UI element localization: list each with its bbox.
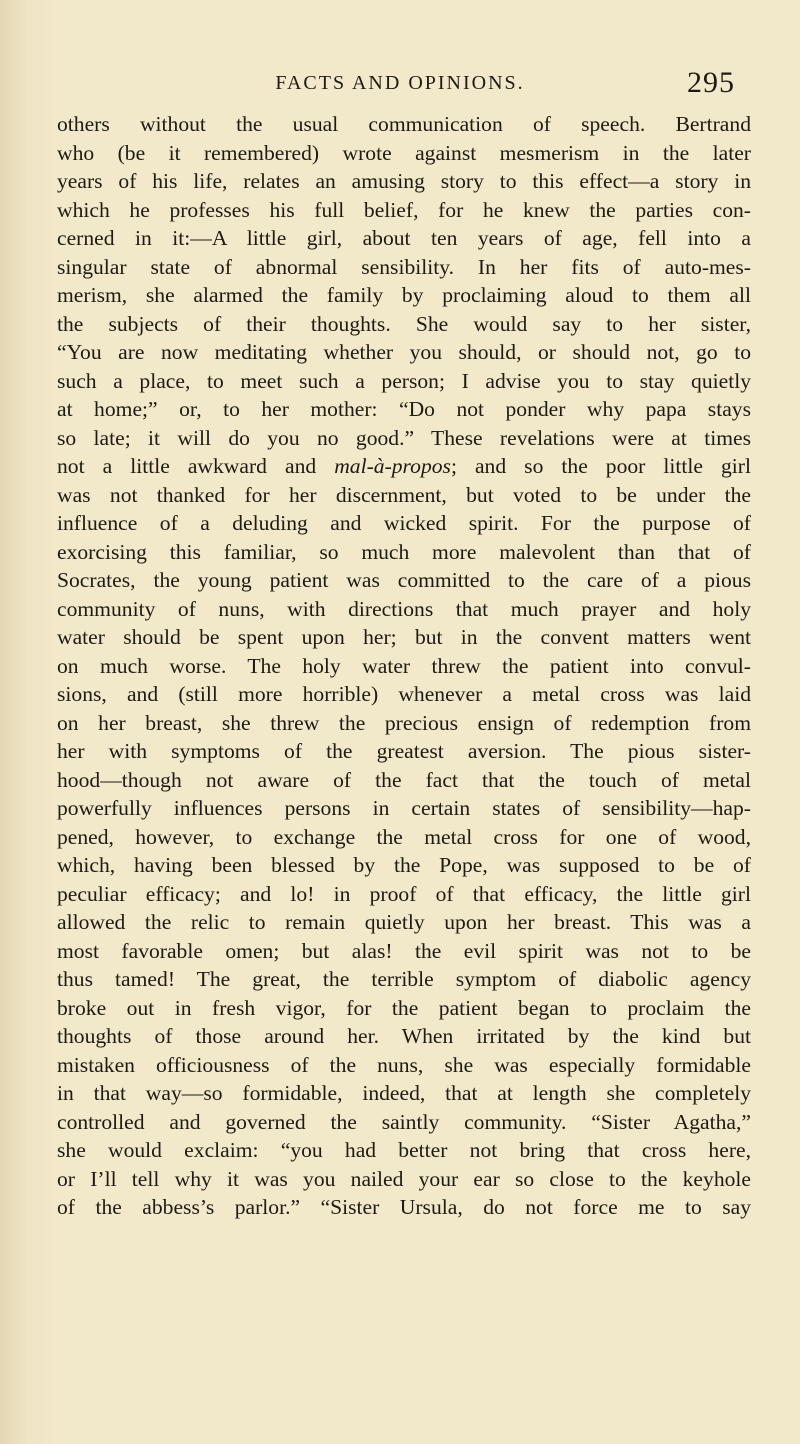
text-line: others without the usual communication of speech. Bertrand xyxy=(57,112,751,136)
text-line: most favorable omen; but alas! the evil spirit was not to be xyxy=(57,938,751,963)
text-line: merism, she alarmed the family by proclaiming aloud to them all xyxy=(57,283,751,307)
italic-phrase: mal-à-propos xyxy=(334,454,451,478)
text-line: years of his life, relates an amusing story to this effect—a story in xyxy=(57,169,751,193)
text-line: which he professes his full belief, for he knew the parties con- xyxy=(57,197,751,222)
body-text xyxy=(57,110,751,1222)
text-line: was not thanked for her discernment, but voted to be under the xyxy=(57,482,751,507)
text-line: peculiar efficacy; and lo! in proof of that efficacy, the little girl xyxy=(57,881,751,906)
text-line: of the abbess’s parlor.” “Sister Ursula, do not force me to say xyxy=(57,1195,751,1219)
text-line: on her breast, she threw the precious ensign of redemption from xyxy=(57,710,751,735)
text-line: who (be it remembered) wrote against mesmerism in the later xyxy=(57,140,751,165)
page-number: 295 xyxy=(687,66,735,99)
text-line: Socrates, the young patient was committed to the care of a pious xyxy=(57,568,751,592)
text-line: water should be spent upon her; but in the convent matters went xyxy=(57,625,751,649)
text-line: cerned in it:—A little girl, about ten years of age, fell into a xyxy=(57,226,751,250)
text-line: exorcising this familiar, so much more malevolent than that of xyxy=(57,539,751,564)
text-line: influence of a deluding and wicked spirit. For the purpose of xyxy=(57,511,751,535)
text-line: hood—though not aware of the fact that the touch of metal xyxy=(57,767,751,792)
text-line: she would exclaim: “you had better not bring that cross here, xyxy=(57,1138,751,1162)
text-line: allowed the relic to remain quietly upon her breast. This was a xyxy=(57,910,751,934)
text-line: singular state of abnormal sensibility. In her fits of auto-mes- xyxy=(57,254,751,279)
text-line: controlled and governed the saintly community. “Sister Agatha,” xyxy=(57,1109,751,1134)
text-line: which, having been blessed by the Pope, was supposed to be of xyxy=(57,853,751,877)
text-line: on much worse. The holy water threw the patient into convul- xyxy=(57,653,751,678)
running-head: FACTS AND OPINIONS. xyxy=(275,72,525,94)
text-line: “You are now meditating whether you should, or should not, go to xyxy=(57,340,751,364)
text-line: at home;” or, to her mother: “Do not ponder why papa stays xyxy=(57,397,751,421)
page-header xyxy=(0,62,800,102)
text-line: thoughts of those around her. When irritated by the kind but xyxy=(57,1024,751,1048)
text-line: the subjects of their thoughts. She would say to her sister, xyxy=(57,311,751,336)
text-line: or I’ll tell why it was you nailed your ear so close to the keyhole xyxy=(57,1166,751,1191)
text-line: her with symptoms of the greatest aversion. The pious sister- xyxy=(57,739,751,763)
text-line: not a little awkward and mal-à-propos; and so the poor little girl xyxy=(57,454,751,478)
text-line: in that way—so formidable, indeed, that at length she completely xyxy=(57,1081,751,1105)
text-line: such a place, to meet such a person; I advise you to stay quietly xyxy=(57,368,751,393)
text-line: broke out in fresh vigor, for the patient began to proclaim the xyxy=(57,995,751,1020)
text-line: so late; it will do you no good.” These revelations were at times xyxy=(57,425,751,450)
text-line: mistaken officiousness of the nuns, she was especially formidable xyxy=(57,1052,751,1077)
text-line: pened, however, to exchange the metal cross for one of wood, xyxy=(57,824,751,849)
text-line: thus tamed! The great, the terrible symptom of diabolic agency xyxy=(57,967,751,991)
text-line: sions, and (still more horrible) whenever a metal cross was laid xyxy=(57,682,751,706)
text-line: community of nuns, with directions that much prayer and holy xyxy=(57,596,751,621)
text-line: powerfully influences persons in certain states of sensibility—hap- xyxy=(57,796,751,820)
